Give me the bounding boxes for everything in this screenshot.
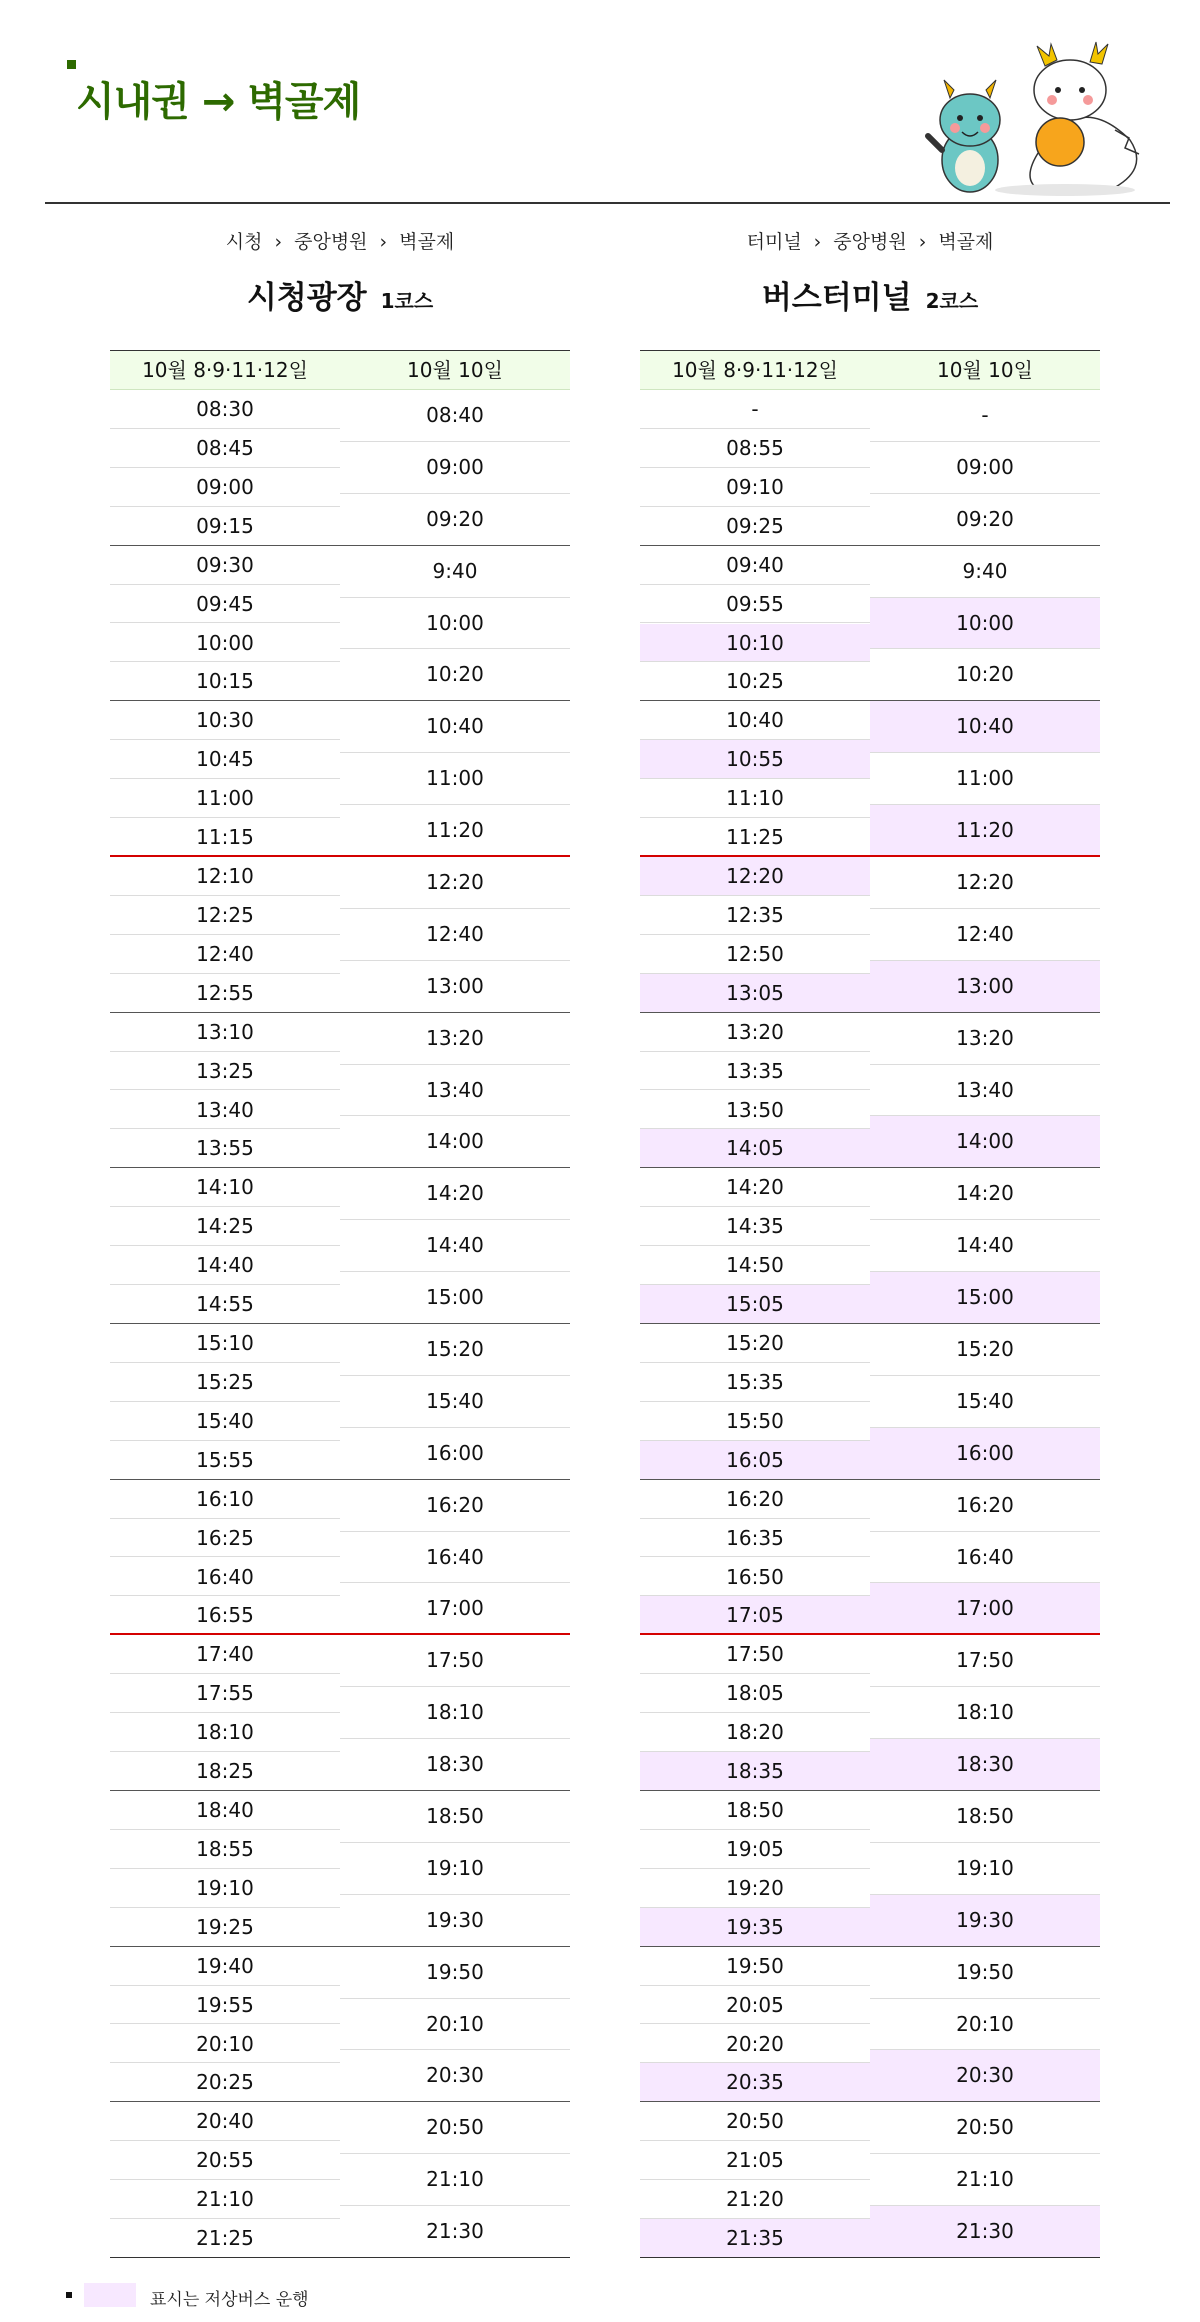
departure-time-cell: 19:30 <box>870 1895 1100 1947</box>
chevron-right-icon: › <box>379 231 388 253</box>
departure-time-cell: 16:10 <box>110 1480 340 1519</box>
departure-time-cell: 19:50 <box>870 1947 1100 1999</box>
departure-time-cell: 08:40 <box>340 390 570 442</box>
route-stop: 중앙병원 <box>294 231 368 253</box>
departure-time-cell: 09:30 <box>110 546 340 585</box>
departure-time-cell: 19:05 <box>640 1830 870 1869</box>
departure-time-cell: 17:50 <box>640 1635 870 1674</box>
departure-time-cell: 18:10 <box>870 1687 1100 1739</box>
departure-time-cell: 09:15 <box>110 507 340 546</box>
departure-time-cell: 14:25 <box>110 1207 340 1246</box>
departure-time-cell: 17:50 <box>870 1635 1100 1687</box>
departure-time-cell: 20:10 <box>340 1999 570 2051</box>
departure-time-cell: 09:20 <box>870 494 1100 546</box>
departure-time-cell: 14:20 <box>870 1168 1100 1220</box>
departure-time-cell: 17:00 <box>870 1583 1100 1635</box>
departure-time-cell: 15:05 <box>640 1285 870 1324</box>
departure-time-cell: 16:25 <box>110 1519 340 1558</box>
departure-time-cell: 16:35 <box>640 1519 870 1558</box>
departure-time-cell: 14:10 <box>110 1168 340 1207</box>
route-stop: 시청 <box>225 231 263 253</box>
timetable-course-1 <box>110 350 570 2258</box>
departure-time-cell: 19:50 <box>640 1947 870 1986</box>
departure-time-cell: 18:30 <box>870 1739 1100 1791</box>
departure-time-cell: 17:00 <box>340 1583 570 1635</box>
departure-time-cell: 21:10 <box>340 2154 570 2206</box>
departure-time-cell: 10:20 <box>340 649 570 701</box>
departure-time-cell: 16:40 <box>110 1558 340 1597</box>
departure-time-cell: 12:55 <box>110 974 340 1013</box>
chevron-right-icon: › <box>918 231 927 253</box>
departure-time-cell: 18:50 <box>340 1791 570 1843</box>
departure-time-cell: 18:10 <box>110 1713 340 1752</box>
departure-time-cell: 14:40 <box>870 1220 1100 1272</box>
departure-time-cell: 21:30 <box>340 2206 570 2258</box>
legend-text: 표시는 저상버스 운행 <box>150 2290 309 2310</box>
departure-time-cell: 12:25 <box>110 896 340 935</box>
departure-time-cell: 10:55 <box>640 740 870 779</box>
departure-time-cell: 13:10 <box>110 1013 340 1052</box>
departure-time-cell: 20:55 <box>110 2141 340 2180</box>
page-title: 시내권 → 벽골제 <box>76 79 361 125</box>
departure-time-cell: 14:40 <box>340 1220 570 1272</box>
departure-time-cell: 16:20 <box>640 1480 870 1519</box>
departure-time-cell: 14:20 <box>640 1168 870 1207</box>
departure-time-cell: 13:20 <box>340 1013 570 1065</box>
departure-time-cell: 20:10 <box>110 2025 340 2064</box>
departure-time-cell: 10:40 <box>870 701 1100 753</box>
departure-time-cell: 10:45 <box>110 740 340 779</box>
departure-time-cell: 14:50 <box>640 1246 870 1285</box>
column-header: 10월 8·9·11·12일 <box>640 351 870 390</box>
departure-time-cell: 20:25 <box>110 2063 340 2102</box>
chevron-right-icon: › <box>813 231 822 253</box>
departure-time-cell: 16:40 <box>870 1532 1100 1584</box>
departure-time-cell: 15:50 <box>640 1402 870 1441</box>
departure-time-cell: 15:40 <box>110 1402 340 1441</box>
column-header: 10월 8·9·11·12일 <box>110 351 340 390</box>
departure-time-cell: 11:10 <box>640 779 870 818</box>
departure-time-cell: 11:15 <box>110 818 340 857</box>
departure-time-cell: 11:00 <box>340 753 570 805</box>
stop-heading-course-2 <box>640 272 1100 317</box>
departure-time-cell: 12:50 <box>640 935 870 974</box>
departure-time-cell: 14:55 <box>110 1285 340 1324</box>
departure-time-cell: 19:50 <box>340 1947 570 1999</box>
timetable-course-2 <box>640 350 1100 2258</box>
departure-time-cell: 14:00 <box>870 1116 1100 1168</box>
chevron-right-icon: › <box>274 231 283 253</box>
departure-time-cell: 20:50 <box>340 2102 570 2154</box>
departure-time-cell: 21:10 <box>110 2180 340 2219</box>
departure-time-cell: 20:30 <box>870 2050 1100 2102</box>
low-floor-swatch <box>84 2283 136 2307</box>
departure-time-cell: 9:40 <box>340 546 570 598</box>
departure-time-cell: 12:20 <box>340 857 570 909</box>
column-header: 10월 10일 <box>340 351 570 390</box>
departure-time-cell: 13:00 <box>870 961 1100 1013</box>
departure-time-cell: 12:40 <box>110 935 340 974</box>
departure-time-cell: 15:55 <box>110 1441 340 1480</box>
departure-time-cell: 20:30 <box>340 2050 570 2102</box>
departure-time-cell: 19:25 <box>110 1908 340 1947</box>
departure-time-cell: 16:20 <box>870 1480 1100 1532</box>
departure-time-cell: 13:40 <box>870 1065 1100 1117</box>
departure-time-cell: 09:00 <box>340 442 570 494</box>
departure-time-cell: 18:30 <box>340 1739 570 1791</box>
departure-time-cell: 10:40 <box>340 701 570 753</box>
departure-time-cell: 18:40 <box>110 1791 340 1830</box>
stop-name: 시청광장 <box>246 280 367 316</box>
departure-time-cell: 17:05 <box>640 1596 870 1635</box>
departure-time-cell: 09:00 <box>870 442 1100 494</box>
departure-time-cell: 10:00 <box>340 598 570 650</box>
route-stop: 벽골제 <box>399 231 455 253</box>
departure-time-cell: 13:05 <box>640 974 870 1013</box>
departure-time-cell: 19:40 <box>110 1947 340 1986</box>
departure-time-cell: 14:20 <box>340 1168 570 1220</box>
route-path-course-2 <box>640 227 1100 254</box>
departure-time-cell: 21:30 <box>870 2206 1100 2258</box>
departure-time-cell: 10:00 <box>110 624 340 663</box>
departure-time-cell: 08:30 <box>110 390 340 429</box>
departure-time-cell: 17:50 <box>340 1635 570 1687</box>
departure-time-cell: 20:05 <box>640 1986 870 2025</box>
departure-time-cell: 9:40 <box>870 546 1100 598</box>
departure-time-cell: 20:10 <box>870 1999 1100 2051</box>
course-label: 2코스 <box>925 289 979 313</box>
departure-time-cell: 12:10 <box>110 857 340 896</box>
departure-time-cell: 20:40 <box>110 2102 340 2141</box>
departure-time-cell: 09:00 <box>110 468 340 507</box>
departure-time-cell: 16:05 <box>640 1441 870 1480</box>
departure-time-cell: 21:10 <box>870 2154 1100 2206</box>
departure-time-cell: 19:55 <box>110 1986 340 2025</box>
departure-time-cell: 15:20 <box>640 1324 870 1363</box>
departure-time-cell: 20:50 <box>640 2102 870 2141</box>
departure-time-cell: 13:00 <box>340 961 570 1013</box>
departure-time-cell: - <box>870 390 1100 442</box>
departure-time-cell: 12:35 <box>640 896 870 935</box>
departure-time-cell: 18:50 <box>640 1791 870 1830</box>
departure-time-cell: 09:55 <box>640 585 870 624</box>
departure-time-cell: 15:35 <box>640 1363 870 1402</box>
departure-time-cell: 13:50 <box>640 1091 870 1130</box>
departure-time-cell: 15:10 <box>110 1324 340 1363</box>
departure-time-cell: 13:55 <box>110 1129 340 1168</box>
departure-time-cell: 21:20 <box>640 2180 870 2219</box>
departure-time-cell: 21:05 <box>640 2141 870 2180</box>
departure-time-cell: 15:20 <box>340 1324 570 1376</box>
departure-time-cell: 15:25 <box>110 1363 340 1402</box>
dragon-mascot-illustration <box>900 30 1160 200</box>
stop-name: 버스터미널 <box>761 280 912 316</box>
departure-time-cell: 09:25 <box>640 507 870 546</box>
departure-time-cell: 19:35 <box>640 1908 870 1947</box>
departure-time-cell: 21:25 <box>110 2219 340 2258</box>
departure-time-cell: 11:00 <box>110 779 340 818</box>
departure-time-cell: 09:45 <box>110 585 340 624</box>
departure-time-cell: 15:00 <box>870 1272 1100 1324</box>
departure-time-cell: 13:20 <box>870 1013 1100 1065</box>
departure-time-cell: 11:20 <box>870 805 1100 857</box>
departure-time-cell: 16:00 <box>340 1428 570 1480</box>
departure-time-cell: 18:50 <box>870 1791 1100 1843</box>
departure-time-cell: 16:00 <box>870 1428 1100 1480</box>
departure-time-cell: 19:10 <box>110 1869 340 1908</box>
route-stop: 벽골제 <box>938 231 994 253</box>
departure-time-cell: 14:00 <box>340 1116 570 1168</box>
departure-time-cell: 12:40 <box>340 909 570 961</box>
departure-time-cell: 15:00 <box>340 1272 570 1324</box>
departure-time-cell: 20:50 <box>870 2102 1100 2154</box>
departure-time-cell: 12:40 <box>870 909 1100 961</box>
departure-time-cell: 18:10 <box>340 1687 570 1739</box>
departure-time-cell: 10:40 <box>640 701 870 740</box>
title-marker <box>67 60 76 69</box>
route-path-course-1 <box>110 227 570 254</box>
departure-time-cell: 09:10 <box>640 468 870 507</box>
departure-time-cell: 16:55 <box>110 1596 340 1635</box>
column-header: 10월 10일 <box>870 351 1100 390</box>
departure-time-cell: 18:35 <box>640 1752 870 1791</box>
departure-time-cell: 17:40 <box>110 1635 340 1674</box>
departure-time-cell: 18:55 <box>110 1830 340 1869</box>
departure-time-cell: 17:55 <box>110 1674 340 1713</box>
departure-time-cell: 08:45 <box>110 429 340 468</box>
departure-time-cell: 20:20 <box>640 2025 870 2064</box>
departure-time-cell: 13:40 <box>340 1065 570 1117</box>
departure-time-cell: 20:35 <box>640 2063 870 2102</box>
departure-time-cell: 10:15 <box>110 662 340 701</box>
departure-time-cell: 19:10 <box>340 1843 570 1895</box>
departure-time-cell: 15:20 <box>870 1324 1100 1376</box>
stop-heading-course-1 <box>110 272 570 317</box>
departure-time-cell: 10:25 <box>640 662 870 701</box>
departure-time-cell: 10:30 <box>110 701 340 740</box>
departure-time-cell: 11:25 <box>640 818 870 857</box>
departure-time-cell: 15:40 <box>870 1376 1100 1428</box>
route-stop: 중앙병원 <box>833 231 907 253</box>
departure-time-cell: 15:40 <box>340 1376 570 1428</box>
departure-time-cell: 18:05 <box>640 1674 870 1713</box>
departure-time-cell: 14:05 <box>640 1129 870 1168</box>
departure-time-cell: 09:40 <box>640 546 870 585</box>
departure-time-cell: 18:20 <box>640 1713 870 1752</box>
departure-time-cell: 13:40 <box>110 1091 340 1130</box>
route-stop: 터미널 <box>746 231 802 253</box>
departure-time-cell: 12:20 <box>870 857 1100 909</box>
departure-time-cell: 10:10 <box>640 624 870 663</box>
course-label: 1코스 <box>380 289 434 313</box>
legend-bullet <box>66 2292 72 2298</box>
departure-time-cell: 19:20 <box>640 1869 870 1908</box>
departure-time-cell: 18:25 <box>110 1752 340 1791</box>
departure-time-cell: 19:30 <box>340 1895 570 1947</box>
departure-time-cell: 09:20 <box>340 494 570 546</box>
departure-time-cell: 14:35 <box>640 1207 870 1246</box>
departure-time-cell: 11:20 <box>340 805 570 857</box>
departure-time-cell: 13:20 <box>640 1013 870 1052</box>
departure-time-cell: 14:40 <box>110 1246 340 1285</box>
departure-time-cell: 12:20 <box>640 857 870 896</box>
departure-time-cell: 16:50 <box>640 1558 870 1597</box>
departure-time-cell: 11:00 <box>870 753 1100 805</box>
departure-time-cell: 16:40 <box>340 1532 570 1584</box>
departure-time-cell: 10:20 <box>870 649 1100 701</box>
departure-time-cell: 21:35 <box>640 2219 870 2258</box>
departure-time-cell: 08:55 <box>640 429 870 468</box>
departure-time-cell: 10:00 <box>870 598 1100 650</box>
departure-time-cell: 13:25 <box>110 1052 340 1091</box>
departure-time-cell: - <box>640 390 870 429</box>
departure-time-cell: 13:35 <box>640 1052 870 1091</box>
header-divider <box>45 202 1170 204</box>
departure-time-cell: 19:10 <box>870 1843 1100 1895</box>
departure-time-cell: 16:20 <box>340 1480 570 1532</box>
